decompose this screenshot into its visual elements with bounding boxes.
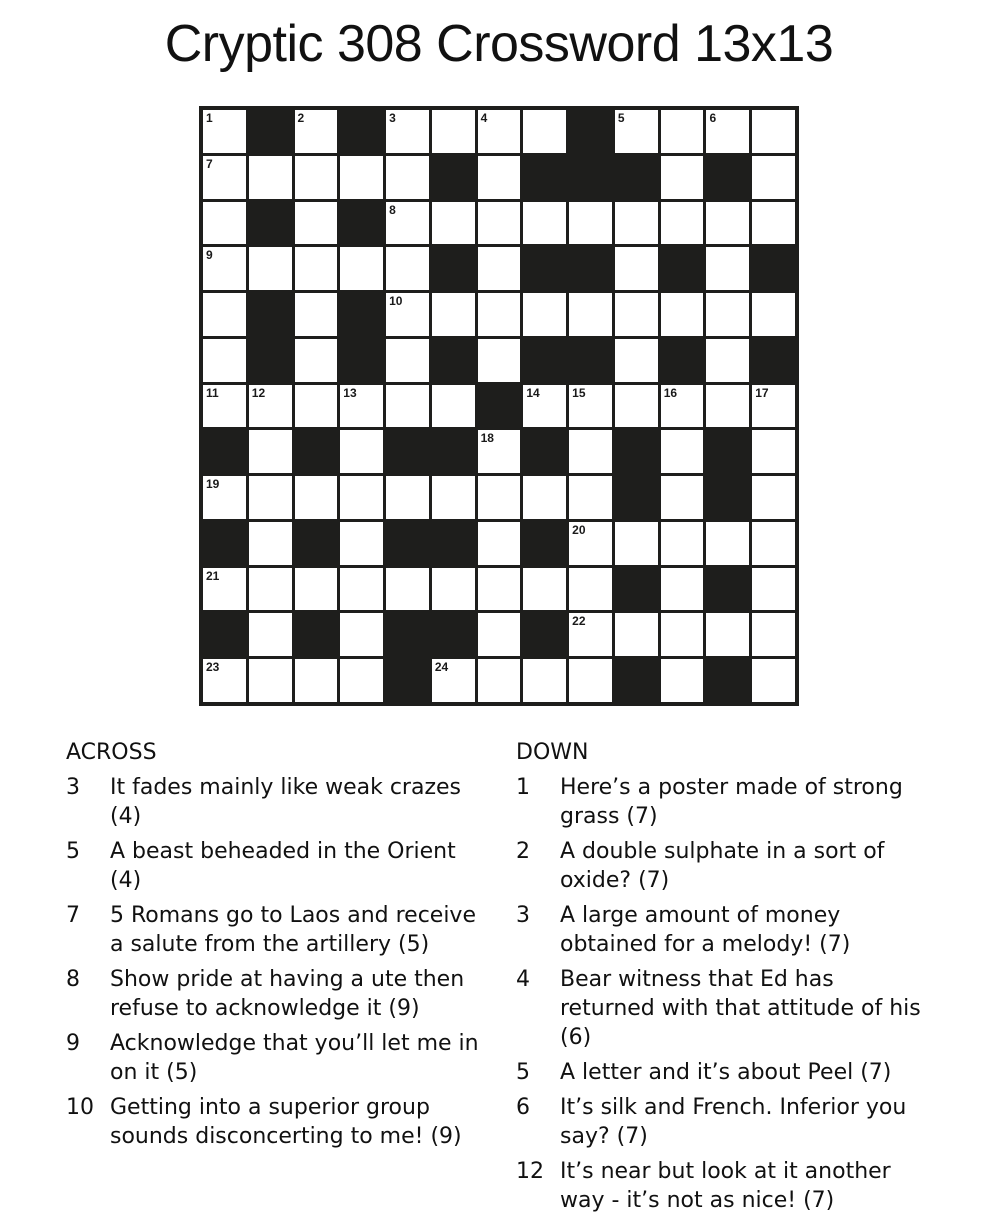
grid-cell[interactable] [661,110,704,153]
black-cell [340,110,383,153]
clue-number: 12 [516,1159,544,1184]
grid-cell[interactable] [569,430,612,473]
grid-cell[interactable] [340,430,383,473]
grid-cell[interactable] [386,202,429,245]
black-cell [203,522,246,565]
cell-number: 15 [572,385,586,400]
black-cell [752,247,795,290]
black-cell [386,659,429,702]
grid-cell[interactable] [615,202,658,245]
black-cell [706,476,749,519]
black-cell [523,339,566,382]
grid-cell[interactable] [661,385,704,428]
black-cell [615,156,658,199]
black-cell [386,430,429,473]
black-cell [386,613,429,656]
grid-cell[interactable] [523,659,566,702]
grid-cell[interactable] [706,202,749,245]
clue-across-9 [66,1029,486,1087]
cell-number: 11 [206,385,219,400]
grid-cell[interactable] [249,659,292,702]
grid-cell[interactable] [386,293,429,336]
clue-text: A beast beheaded in the Orient (4) [110,839,456,893]
cell-number: 9 [206,248,213,263]
clue-number: 9 [66,1031,80,1056]
grid-cell[interactable] [752,293,795,336]
grid-cell[interactable] [249,430,292,473]
clue-down-3 [516,901,926,959]
cell-number: 20 [572,522,586,537]
grid-cell[interactable] [661,659,704,702]
grid-cell[interactable] [615,293,658,336]
black-cell [569,156,612,199]
grid-cell[interactable] [295,568,338,611]
black-cell [523,522,566,565]
grid-cell[interactable] [569,476,612,519]
grid-cell[interactable] [615,522,658,565]
grid-cell[interactable] [386,568,429,611]
grid-cell[interactable] [752,202,795,245]
grid-cell[interactable] [432,476,475,519]
grid-cell[interactable] [523,202,566,245]
grid-cell[interactable] [752,659,795,702]
grid-cell[interactable] [249,613,292,656]
grid-cell[interactable] [752,156,795,199]
clue-text: A letter and it’s about Peel (7) [560,1060,892,1085]
grid-cell[interactable] [203,293,246,336]
grid-cell[interactable] [249,476,292,519]
cell-number: 22 [572,614,586,629]
grid-cell[interactable] [203,476,246,519]
clue-down-5 [516,1058,926,1087]
cell-number: 5 [617,111,625,125]
grid-cell[interactable] [203,568,246,611]
black-cell [295,613,338,656]
grid-cell[interactable] [295,110,338,153]
grid-cell[interactable] [523,293,566,336]
clue-text: Acknowledge that you’ll let me in on it (5) [110,1031,479,1085]
grid-cell[interactable] [340,522,383,565]
grid-cell[interactable] [706,385,749,428]
across-heading: ACROSS [66,740,157,765]
clue-number: 1 [516,775,530,800]
black-cell [752,339,795,382]
cell-number: 18 [480,431,494,446]
grid-cell[interactable] [478,202,521,245]
grid-cell[interactable] [478,110,521,153]
clue-down-6 [516,1093,926,1151]
grid-cell[interactable] [295,156,338,199]
cell-number: 2 [297,111,305,125]
grid-cell[interactable] [478,522,521,565]
cell-number: 21 [206,568,220,583]
grid-cell[interactable] [569,613,612,656]
cell-number: 16 [663,385,678,400]
clue-text: Getting into a superior group sounds disconcerting to me! (9) [110,1095,462,1149]
grid-cell[interactable] [203,110,246,153]
clue-across-7 [66,901,486,959]
clue-text: It fades mainly like weak crazes (4) [110,775,462,829]
clue-across-3 [66,773,486,831]
grid-cell[interactable] [432,385,475,428]
black-cell [706,568,749,611]
grid-cell[interactable] [295,247,338,290]
clue-number: 3 [516,903,530,928]
grid-cell[interactable] [752,385,795,428]
grid-cell[interactable] [523,385,566,428]
grid-cell[interactable] [432,293,475,336]
clue-across-10 [66,1093,486,1151]
grid-cell[interactable] [615,247,658,290]
black-cell [706,659,749,702]
black-cell [340,339,383,382]
grid-cell[interactable] [661,613,704,656]
cell-number: 4 [480,111,488,125]
grid-cell[interactable] [615,110,658,153]
grid-cell[interactable] [478,156,521,199]
clue-across-5 [66,837,486,895]
grid-cell[interactable] [386,385,429,428]
grid-cell[interactable] [706,613,749,656]
clue-number: 4 [516,967,530,992]
grid-cell[interactable] [340,613,383,656]
black-cell [569,247,612,290]
grid-cell[interactable] [661,430,704,473]
black-cell [432,339,475,382]
grid-cell[interactable] [661,476,704,519]
clue-number: 5 [516,1060,530,1085]
clue-number: 5 [66,839,80,864]
grid-cell[interactable] [295,339,338,382]
grid-cell[interactable] [523,568,566,611]
grid-cell[interactable] [615,385,658,428]
grid-cell[interactable] [706,247,749,290]
grid-cell[interactable] [386,110,429,153]
clue-number: 6 [516,1095,530,1120]
grid-cell[interactable] [706,522,749,565]
black-cell [615,476,658,519]
grid-cell[interactable] [432,110,475,153]
clue-down-4 [516,965,926,1052]
cell-number: 10 [389,294,403,309]
grid-cell[interactable] [249,156,292,199]
clue-number: 3 [66,775,80,800]
grid-cell[interactable] [478,293,521,336]
grid-cell[interactable] [340,247,383,290]
black-cell [615,430,658,473]
grid-cell[interactable] [478,659,521,702]
grid-cell[interactable] [615,613,658,656]
grid-cell[interactable] [661,293,704,336]
clue-text: A double sulphate in a sort of oxide? (7) [560,839,885,893]
grid-cell[interactable] [249,568,292,611]
grid-cell[interactable] [478,247,521,290]
black-cell [523,613,566,656]
grid-cell[interactable] [295,659,338,702]
grid-cell[interactable] [569,659,612,702]
grid-cell[interactable] [661,522,704,565]
black-cell [432,430,475,473]
grid-cell[interactable] [478,568,521,611]
grid-cell[interactable] [661,202,704,245]
grid-cell[interactable] [386,156,429,199]
black-cell [340,293,383,336]
grid-cell[interactable] [340,568,383,611]
clue-text: Show pride at having a ute then refuse to acknowledge it (9) [110,967,465,1021]
cell-number: 12 [251,385,266,400]
black-cell [478,385,521,428]
clue-across-8 [66,965,486,1023]
grid-cell[interactable] [295,385,338,428]
grid-cell[interactable] [706,110,749,153]
grid-cell[interactable] [203,339,246,382]
cell-number: 7 [206,156,213,171]
black-cell [249,339,292,382]
grid-cell[interactable] [478,613,521,656]
grid-cell[interactable] [569,385,612,428]
grid-cell[interactable] [478,430,521,473]
grid-cell[interactable] [249,522,292,565]
down-clues [516,740,926,1221]
grid-cell[interactable] [203,156,246,199]
clue-text: It’s near but look at it another way - it’s not as nice! (7) [560,1159,891,1213]
grid-cell[interactable] [386,476,429,519]
grid-cell[interactable] [615,339,658,382]
grid-cell[interactable] [752,476,795,519]
grid-cell[interactable] [386,339,429,382]
grid-cell[interactable] [569,522,612,565]
grid-cell[interactable] [295,202,338,245]
clue-number: 8 [66,967,80,992]
grid-cell[interactable] [295,476,338,519]
black-cell [295,522,338,565]
cell-number: 8 [389,202,396,217]
grid-cell[interactable] [432,202,475,245]
across-clues [66,740,486,1157]
page-title: Cryptic 308 Crossword 13x13 [164,15,834,73]
grid-cell[interactable] [340,156,383,199]
cell-number: 1 [206,111,213,125]
black-cell [569,110,612,153]
clue-text: Here’s a poster made of strong grass (7) [560,775,903,829]
cell-number: 19 [206,477,220,492]
grid-cell[interactable] [340,385,383,428]
black-cell [569,339,612,382]
clue-text: A large amount of money obtained for a melody! (7) [560,903,851,957]
black-cell [615,659,658,702]
black-cell [615,568,658,611]
clue-down-1 [516,773,926,831]
grid-cell[interactable] [203,202,246,245]
black-cell [203,430,246,473]
grid-cell[interactable] [523,110,566,153]
black-cell [432,522,475,565]
black-cell [661,247,704,290]
black-cell [706,156,749,199]
grid-cell[interactable] [295,293,338,336]
clue-number: 2 [516,839,530,864]
grid-cell[interactable] [706,293,749,336]
black-cell [249,202,292,245]
clue-number: 7 [66,903,80,928]
grid-cell[interactable] [569,293,612,336]
grid-cell[interactable] [569,568,612,611]
grid-cell[interactable] [249,385,292,428]
cell-number: 17 [755,385,769,400]
grid-cell[interactable] [706,339,749,382]
grid-cell[interactable] [752,110,795,153]
clue-down-12 [516,1157,926,1215]
black-cell [295,430,338,473]
grid-cell[interactable] [203,247,246,290]
black-cell [249,110,292,153]
grid-cell[interactable] [340,659,383,702]
cell-number: 13 [343,385,357,400]
grid-cell[interactable] [203,659,246,702]
grid-cell[interactable] [432,659,475,702]
clue-text: It’s silk and French. Inferior you say? (7) [560,1095,907,1149]
cell-number: 23 [206,660,220,675]
black-cell [249,293,292,336]
cell-number: 3 [389,111,396,125]
grid-cell[interactable] [478,476,521,519]
black-cell [432,613,475,656]
black-cell [523,156,566,199]
black-cell [386,522,429,565]
grid-cell[interactable] [661,568,704,611]
clue-text: 5 Romans go to Laos and receive a salute from the artillery (5) [110,903,476,957]
grid-cell[interactable] [752,568,795,611]
cell-number: 14 [526,385,540,400]
crossword-grid [199,106,799,706]
grid-cell[interactable] [249,247,292,290]
grid-cell[interactable] [752,613,795,656]
grid-cell[interactable] [523,476,566,519]
grid-cell[interactable] [752,522,795,565]
grid-cell[interactable] [386,247,429,290]
black-cell [706,430,749,473]
cell-number: 6 [709,111,717,125]
grid-cell[interactable] [478,339,521,382]
black-cell [661,339,704,382]
clue-text: Bear witness that Ed has returned with that attitude of his (6) [560,967,921,1050]
black-cell [432,247,475,290]
clue-number: 10 [66,1095,94,1120]
cell-number: 24 [434,660,449,675]
grid-cell[interactable] [569,202,612,245]
black-cell [523,430,566,473]
grid-cell[interactable] [661,156,704,199]
black-cell [432,156,475,199]
black-cell [203,613,246,656]
down-heading: DOWN [516,740,589,765]
black-cell [523,247,566,290]
grid-cell[interactable] [752,430,795,473]
grid-cell[interactable] [340,476,383,519]
clue-down-2 [516,837,926,895]
grid-cell[interactable] [432,568,475,611]
black-cell [340,202,383,245]
grid-cell[interactable] [203,385,246,428]
